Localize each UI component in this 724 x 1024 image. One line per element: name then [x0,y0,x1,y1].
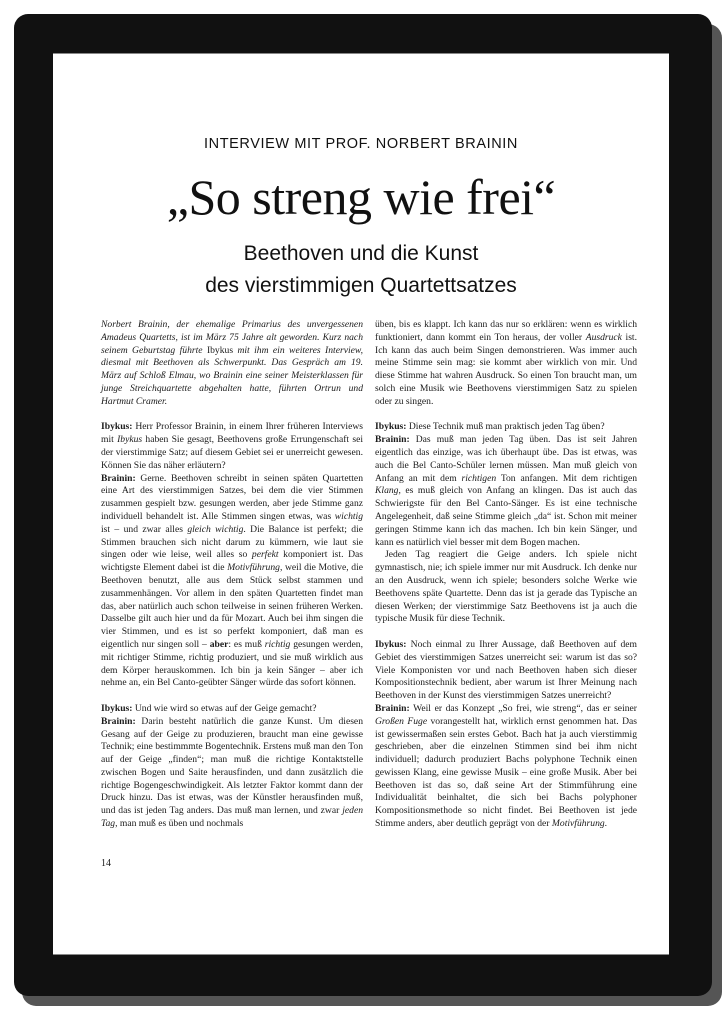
speaker-label: Brainin: [101,715,136,727]
article-kicker: INTERVIEW MIT PROF. NORBERT BRAININ [204,136,518,152]
answer-paragraph: Brainin: Darin besteht natürlich die ganze Kunst. Um diesen Gesang auf der Geige zu produzieren, braucht man eine gewisse Technik; eine bestimmmte Bogentechnik. Erstens muß man den Ton auf der Geige „finden“; man muß die richtige Kontaktstelle zwischen Bogen und Saite herausfinden, und dann zusätzlich die richtige Bogengeschwindigkeit. Als letzter Faktor kommt dann der Druck hinzu. Das ist etwas, was der Künstler herausfinden muß, und das ist jeden Tag anders. Das muß man lernen, und zwar jeden Tag, man muß es üben und nochmals [101,715,363,830]
speaker-label: Ibykus: [101,702,133,714]
answer-continuation: üben, bis es klappt. Ich kann das nur so erklären: wenn es wirklich funktioniert, dann kommt ein Ton heraus, der voller Ausdruck ist. Ich kann das auch beim Singen demonstrieren. Was immer auch meine Stimme sein mag: sie kommt aber wirklich von mir. Und diese Stimme hat wahren Ausdruck. So einen Ton braucht man, um solch eine Musik wie Beethovens vierstimmigen Satz zu spielen oder zu singen. [375,319,637,407]
answer-paragraph: Brainin: Gerne. Beethoven schreibt in seinen späten Quartetten eine Art des vierstimmigen Satzes, bei dem die vier Stimmen zusammen gespielt bzw. gesungen werden, aber jede Stimme ganz individuell behandelt ist. Alle Stimmen singen etwas, was wichtig ist – und zwar alles gleich wichtig. Die Balance ist perfekt; die Stimmen brauchen sich nicht darum zu kümmern, wie laut sie singen oder wie leise, weil alles so perfekt komponiert ist. Das wichtigste Element dabei ist die Motivführung, weil die Motive, die Beethoven benutzt, alle aus dem Stück selbst stammen und zusammenhängen. Vor allem in den späten Quartetten findet man das, aber natürlich auch schon teilweise in seinen früheren Werken. Dasselbe gilt auch hier und da für Mozart. Auch bei ihm singen die vier Stimmen, und es ist so perfekt komponiert, daß man es eigentlich nur singen soll – aber: es muß richtig gesungen werden, mit richtiger Stimme, richtig produziert, und sie muß wirklich aus dem Körper herauskommen. Ich bin ja kein Sänger – aber ich nehme an, ein Bel Canto-geübter Sänger würde das sofort können. [101,472,364,689]
article-subtitle-line2: des vierstimmigen Quartettsatzes [205,274,517,297]
right-column [375,319,637,831]
speaker-label: Ibykus: [101,421,133,433]
question-paragraph: Ibykus: Herr Professor Brainin, in einem Ihrer früheren Interviews mit Ibykus haben Sie gesagt, Beethovens große Errungenschaft sei der vierstimmige Satz; auf diesem Gebiet sei er unerreicht gewesen. Können Sie das näher erläutern? [101,421,363,471]
speaker-label: Brainin: [101,472,136,484]
speaker-label: Ibykus: [375,638,407,650]
speaker-label: Brainin: [375,702,410,714]
intro-paragraph: Norbert Brainin, der ehemalige Primarius des unvergessenen Amadeus Quartetts, ist im März 75 Jahre alt geworden. Kurz nach seinem Geburtstag führte Ibykus mit ihm ein weiteres Interview, diesmal mit Beethoven als Schwerpunkt. Das Gespräch am 19. März auf Schloß Elmau, wo Brainin eine seiner Meisterklassen für junge Streichquartette abgehalten hatte, führten Ortrun und Hartmut Cramer. [101,319,363,407]
speaker-label: Brainin: [375,434,410,446]
question-paragraph: Ibykus: Diese Technik muß man praktisch jeden Tag üben? [375,421,605,433]
answer-paragraph: Jeden Tag reagiert die Geige anders. Ich spiele nicht gymnastisch, nie; ich spiele immer nur mit Ausdruck. Ich denke nur an den Ausdruck, wenn ich spiele; besonders solche Werke wie Beethovens späte Quartette. Denn das ist ja gerade das Typische an diesen Werken; der vierstimmige Satz Beethovens ist ja auch die typische Musik für diese Technik. [375,549,637,625]
article-title: „So streng wie frei“ [166,169,556,225]
left-column [101,319,363,831]
question-paragraph: Ibykus: Und wie wird so etwas auf der Geige gemacht? [101,702,317,714]
question-paragraph: Ibykus: Noch einmal zu Ihrer Aussage, daß Beethoven auf dem Gebiet des vierstimmigen Satzes unerreicht sei: warum ist das so? Viele Komponisten vor und nach Beethoven haben sich dieser Kompositionstechnik bedient, aber warum ist Ihrer Meinung nach Beethoven in der Kunst des vierstimmigen Satzes unerreicht? [375,638,637,702]
speaker-label: Ibykus: [375,421,407,433]
article-subtitle-line1: Beethoven und die Kunst [243,242,479,265]
page-number: 14 [101,858,111,869]
magazine-page [53,53,669,955]
answer-paragraph: Brainin: Weil er das Konzept „So frei, wie streng“, das er seiner Großen Fuge vorangestellt hat, wirklich ernst genommen hat. Das ist gewissermaßen sein erstes Gebot. Bach hat ja auch vierstimmig geschrieben, aber die einzelnen Stimmen sind bei ihm nicht individuell; dadurch produziert Bachs polyphone Technik einen gewissen Klang, eine gewisse Musik – eine große Musik. Aber bei Beethoven ist das so, daß seine Art der Stimmführung eine Individualität beinhaltet, die sich bei Bachs polyphoner Kompositionsmethode so nicht findet. Bei Beethoven ist jede Stimme anders, aber deutlich geprägt von der Motivführung. [375,702,637,830]
answer-paragraph: Brainin: Das muß man jeden Tag üben. Das ist seit Jahren eigentlich das einzige, was ich überhaupt übe. Das ist etwas, was auch die Bel Canto-Schüler lernen müssen. Man muß gleich von Anfang an mit dem richtigen Ton anfangen. Mit dem richtigen Klang, es muß gleich von Anfang an klingen. Das ist auch das Schwierigste für den Bel Canto-Sänger. Es ist eine technische Angelegenheit, daß seine Stimme gleich „da“ ist. Schon mit meiner geringen Stimme kann ich das machen. Ich bin kein Sänger, und kann es natürlich viel besser mit dem Bogen machen. [375,434,638,548]
